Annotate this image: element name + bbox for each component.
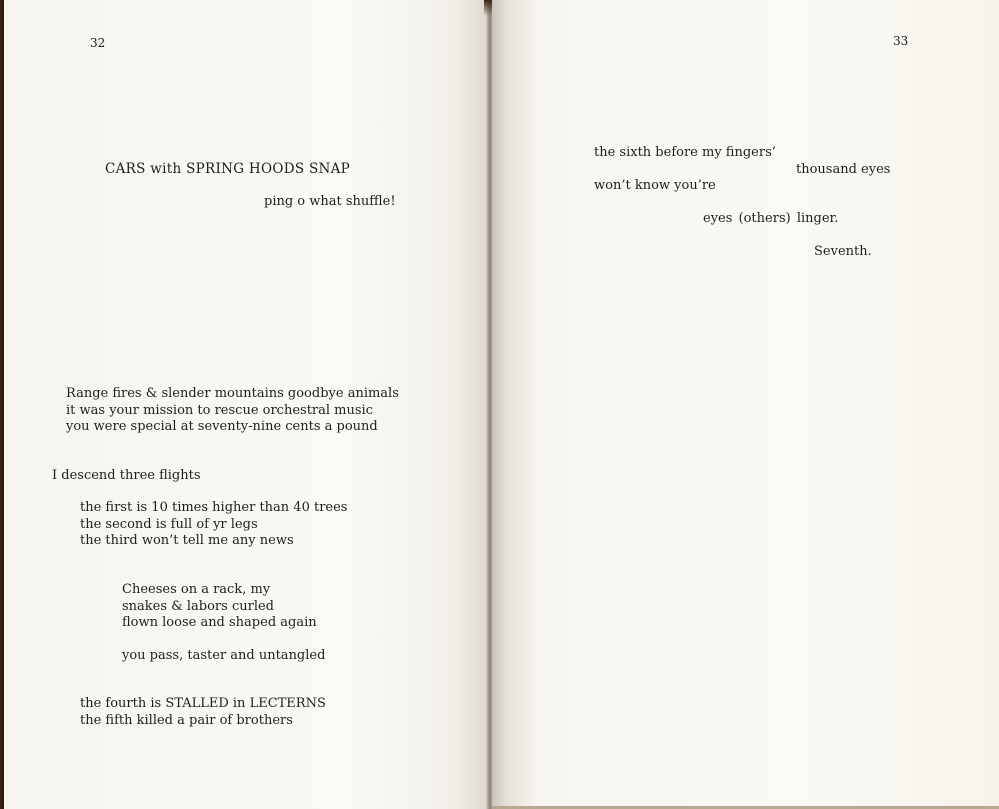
stanza-4-line: the fifth killed a pair of brothers: [80, 712, 293, 728]
stanza-3-line: Cheeses on a rack, my: [122, 582, 271, 597]
stanza-1-line: it was your mission to rescue orchestral music: [66, 402, 373, 418]
stanza-2: [80, 500, 347, 550]
page-number-right: 33: [893, 34, 909, 48]
left-page: [4, 0, 488, 809]
poem-line-wont-know: won’t know you’re: [594, 178, 716, 193]
stanza-2-line: the first is 10 times higher than 40 trees: [80, 500, 348, 515]
stanza-3-line: snakes & labors curled: [122, 598, 274, 614]
poem-line-eyes-linger: eyes (others) linger.: [703, 211, 839, 226]
stanza-2-line: the third won’t tell me any news: [80, 533, 294, 548]
stanza-3-line: flown loose and shaped again: [122, 615, 317, 630]
poem-line-sixth: the sixth before my fingers’: [594, 145, 776, 160]
stanza-1-line: you were special at seventy-nine cents a pound: [66, 419, 378, 434]
poem-subtitle: ping o what shuffle!: [264, 194, 396, 209]
stanza-4: [80, 696, 326, 729]
poem-line-thousand-eyes: thousand eyes: [796, 162, 891, 177]
stanza-1: [66, 386, 399, 436]
stanza-1-line: Range fires & slender mountains goodbye animals: [66, 386, 399, 401]
poem-title: CARS with SPRING HOODS SNAP: [105, 161, 351, 177]
stanza-4-line: the fourth is STALLED in LECTERNS: [80, 696, 326, 711]
poem-line-seventh: Seventh.: [814, 244, 872, 259]
line-descend: I descend three flights: [52, 468, 201, 483]
right-page: [492, 0, 999, 809]
stanza-2-line: the second is full of yr legs: [80, 516, 258, 532]
line-taster: you pass, taster and untangled: [122, 648, 326, 663]
page-number-left: 32: [90, 36, 106, 50]
stanza-3: [122, 582, 317, 632]
